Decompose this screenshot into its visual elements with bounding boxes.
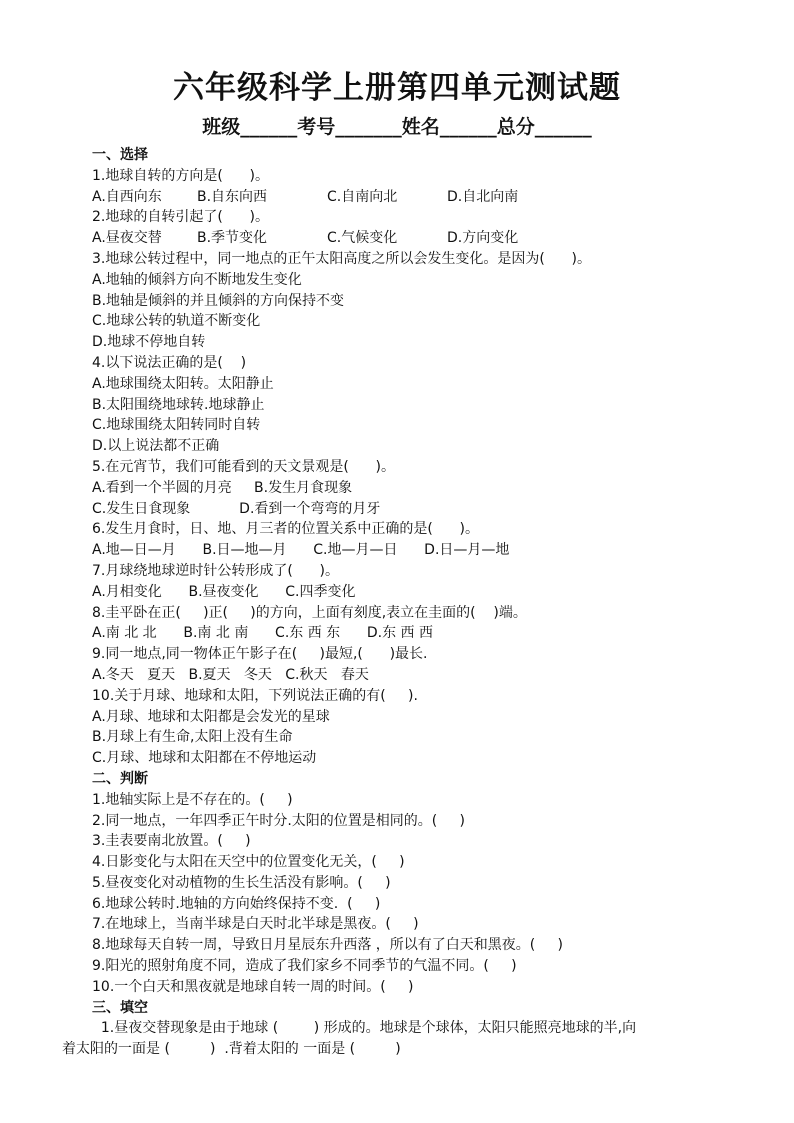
page-title: 六年级科学上册第四单元测试题	[173, 70, 621, 106]
question: 7.月球绕地球逆时针公转形成了( )。	[92, 562, 339, 579]
section-heading-judge: 二、判断	[92, 770, 148, 787]
student-info-text: 班级______考号_______姓名______总分______	[202, 116, 592, 138]
option: D.地球不停地自转	[92, 334, 206, 351]
option: B.地轴是倾斜的并且倾斜的方向保持不变	[92, 292, 345, 309]
question: 5.在元宵节，我们可能看到的天文景观是( )。	[92, 458, 395, 475]
judge-item: 6.地球公转时.地轴的方向始终保持不变. ( )	[92, 895, 381, 912]
judge-item: 8.地球每天自转一周，导致日月星辰东升西落 ，所以有了白天和黑夜。( )	[92, 937, 563, 954]
option: A.月相变化 B.昼夜变化 C.四季变化	[92, 583, 356, 600]
option: D.以上说法都不正确	[92, 438, 220, 455]
option: B.太阳围绕地球转.地球静止	[92, 396, 265, 413]
option: A.昼夜交替	[92, 230, 162, 247]
judge-item: 10.一个白天和黑夜就是地球自转一周的时间。( )	[92, 978, 414, 995]
option: B.自东向西	[197, 188, 268, 205]
question: 4.以下说法正确的是( )	[92, 354, 247, 371]
fill-item-continued: 着太阳的一面是 ( ) .背着太阳的 一面是 ( )	[62, 1041, 401, 1058]
question-content	[62, 145, 754, 1060]
option: C.自南向北	[327, 188, 398, 205]
judge-item: 4.日影变化与太阳在天空中的位置变化无关，( )	[92, 854, 405, 871]
option: C.地球公转的轨道不断变化	[92, 313, 261, 330]
option: A.南 北 北 B.南 北 南 C.东 西 东 D.东 西 西	[92, 625, 433, 642]
question: 6.发生月食时，日、地、月三者的位置关系中正确的是( )。	[92, 521, 479, 538]
fill-item: 1.昼夜交替现象是由于地球 ( ) 形成的。地球是个球体，太阳只能照亮地球的半,向	[92, 1020, 637, 1037]
question: 10.关于月球、地球和太阳，下列说法正确的有( ).	[92, 687, 418, 704]
judge-item: 1.地轴实际上是不存在的。( )	[92, 791, 293, 808]
options-row	[92, 228, 754, 249]
option: D.自北向南	[447, 188, 519, 205]
option: A.地轴的倾斜方向不断地发生变化	[92, 271, 302, 288]
option: C.气候变化	[327, 230, 398, 247]
section-heading-fill: 三、填空	[92, 999, 148, 1016]
option: C.地球围绕太阳转同时自转	[92, 417, 261, 434]
option: A.地—日—月 B.日—地—月 C.地—月—日 D.日—月—地	[92, 542, 510, 559]
judge-item: 3.圭表要南北放置。( )	[92, 833, 251, 850]
option: A.看到一个半圆的月亮 B.发生月食现象	[92, 479, 353, 496]
options-row	[92, 187, 754, 208]
student-info-line	[0, 112, 794, 139]
question: 2.地球的自转引起了( )。	[92, 209, 269, 226]
option: B.季节变化	[197, 230, 268, 247]
option: A.地球围绕太阳转。太阳静止	[92, 375, 274, 392]
section-heading-choice: 一、选择	[92, 147, 148, 163]
option: A.冬天 夏天 B.夏天 冬天 C.秋天 春天	[92, 666, 369, 683]
question: 3.地球公转过程中，同一地点的正午太阳高度之所以会发生变化。是因为( )。	[92, 250, 591, 267]
question: 8.圭平卧在正( )正( )的方向，上面有刻度,表立在圭面的( )端。	[92, 604, 527, 621]
option: A.月球、地球和太阳都是会发光的星球	[92, 708, 330, 725]
option: D.方向变化	[447, 230, 519, 247]
judge-item: 7.在地球上，当南半球是白天时北半球是黑夜。( )	[92, 916, 419, 933]
question: 9.同一地点,同一物体正午影子在( )最短,( )最长.	[92, 646, 428, 663]
judge-item: 2.同一地点，一年四季正午时分.太阳的位置是相同的。( )	[92, 812, 465, 829]
option: B.月球上有生命,太阳上没有生命	[92, 729, 293, 746]
judge-item: 9.阳光的照射角度不同，造成了我们家乡不同季节的气温不同。( )	[92, 958, 517, 975]
judge-item: 5.昼夜变化对动植物的生长生活没有影响。( )	[92, 874, 391, 891]
option: A.自西向东	[92, 188, 162, 205]
option: C.发生日食现象 D.看到一个弯弯的月牙	[92, 500, 381, 517]
option: C.月球、地球和太阳都在不停地运动	[92, 750, 317, 767]
question: 1.地球自转的方向是( )。	[92, 167, 269, 184]
